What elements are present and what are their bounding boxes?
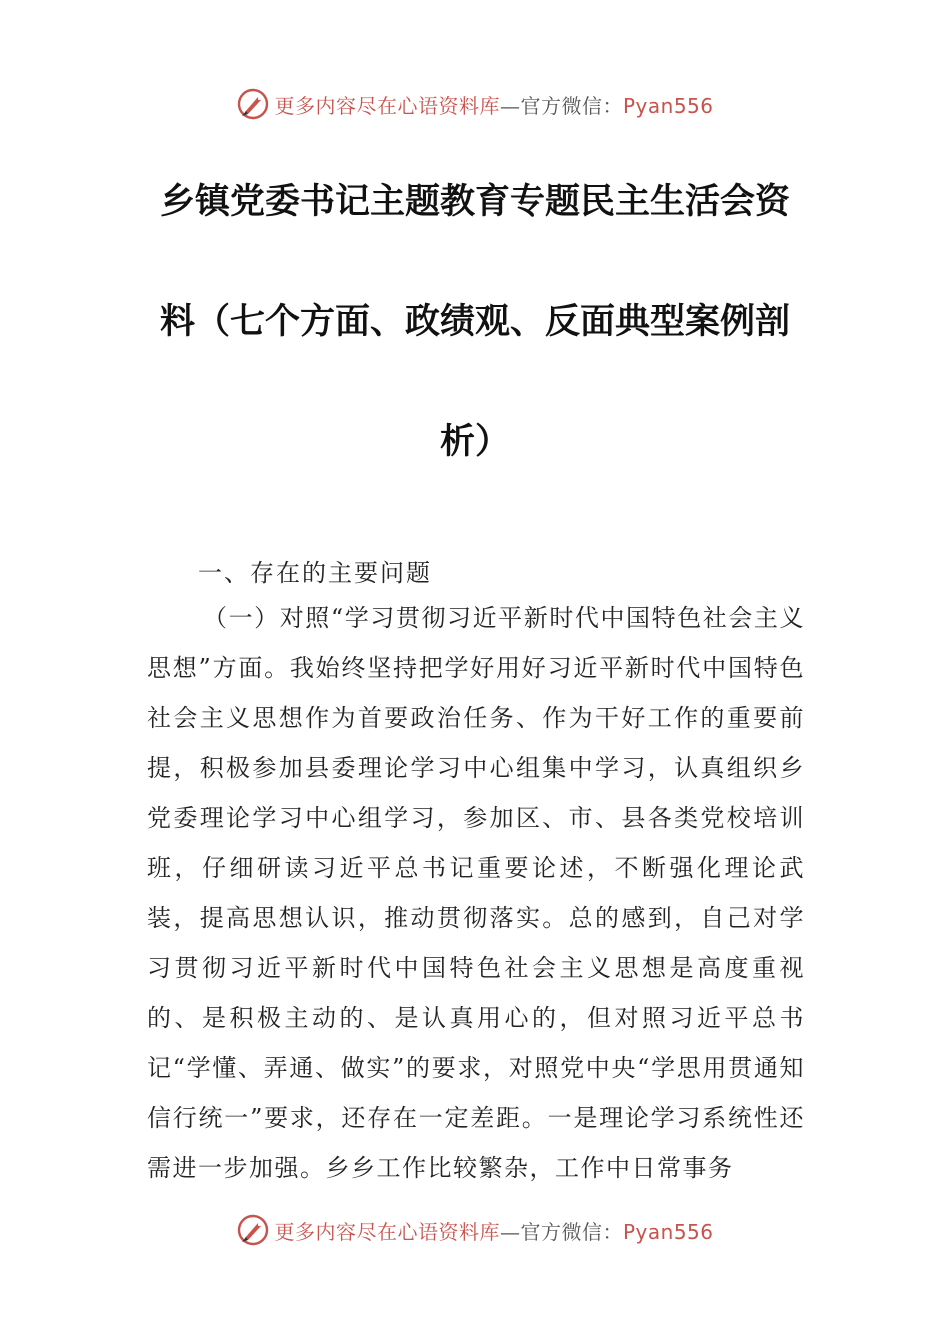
pen-logo-icon (236, 87, 270, 121)
watermark-banner-top (0, 84, 950, 124)
watermark-wechat-id: Pyan556 (622, 93, 714, 118)
body-paragraph: （一）对照“学习贯彻习近平新时代中国特色社会主义思想”方面。我始终坚持把学好用好习近平新时代中国特色社会主义思想作为首要政治任务、作为干好工作的重要前提，积极参加县委理论学习中心组集中学习，认真组织乡党委理论学习中心组学习，参加区、市、县各类党校培训班，仔细研读习近平总书记重要论述，不断强化理论武装，提高思想认识，推动贯彻落实。总的感到，自己对学习贯彻习近平新时代中国特色社会主义思想是高度重视的、是积极主动的、是认真用心的，但对照习近平总书记“学懂、弄通、做实”的要求，对照党中央“学思用贯通知信行统一”要求，还存在一定差距。一是理论学习系统性还需进一步加强。乡乡工作比较繁杂，工作中日常事务 (147, 604, 805, 1182)
watermark-separator: — (499, 93, 521, 118)
watermark-text (274, 90, 713, 119)
document-title-line-3: 析） (439, 421, 510, 462)
watermark-wechat-id: Pyan556 (622, 1219, 714, 1244)
watermark-site-text: 更多内容尽在心语资料库 (274, 93, 500, 118)
pen-logo-icon (236, 1213, 270, 1247)
document-title-line-1: 乡镇党委书记主题教育专题民主生活会资 (159, 181, 790, 222)
watermark-label: 官方微信： (520, 1219, 623, 1244)
section-heading: 一、存在的主要问题 (198, 559, 432, 587)
watermark-site-text: 更多内容尽在心语资料库 (274, 1219, 500, 1244)
document-title-line-2: 料（七个方面、政绩观、反面典型案例剖 (159, 301, 790, 342)
watermark-label: 官方微信： (520, 93, 623, 118)
watermark-separator: — (499, 1219, 521, 1244)
watermark-banner-bottom (0, 1210, 950, 1250)
watermark-text (274, 1216, 713, 1245)
